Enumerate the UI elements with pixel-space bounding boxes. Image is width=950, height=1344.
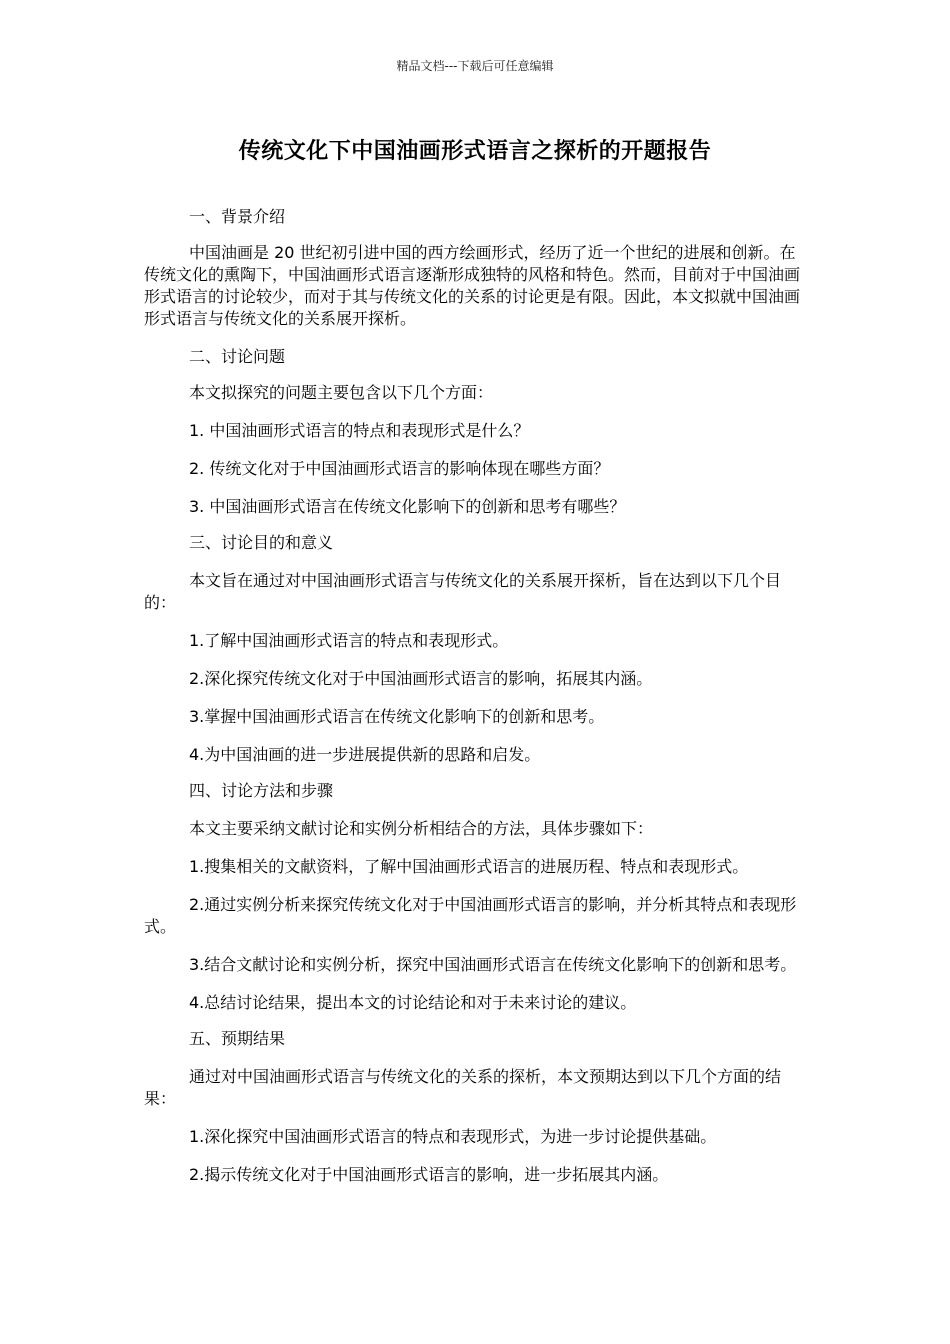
- section-heading-methods: 四、讨论方法和步骤: [189, 781, 334, 800]
- document-title: 传统文化下中国油画形式语言之探析的开题报告: [238, 139, 712, 164]
- purpose-intro: 本文旨在通过对中国油画形式语言与传统文化的关系展开探析，旨在达到以下几个目的：: [144, 571, 782, 612]
- result-item: 1.深化探究中国油画形式语言的特点和表现形式，为进一步讨论提供基础。: [189, 1127, 717, 1146]
- method-item: 3.结合文献讨论和实例分析，探究中国油画形式语言在传统文化影响下的创新和思考。: [189, 955, 797, 974]
- methods-intro: 本文主要采纳文献讨论和实例分析相结合的方法，具体步骤如下：: [189, 819, 654, 838]
- purpose-item: 1.了解中国油画形式语言的特点和表现形式。: [189, 631, 509, 650]
- result-item: 2.揭示传统文化对于中国油画形式语言的影响，进一步拓展其内涵。: [189, 1165, 669, 1184]
- purpose-item: 4.为中国油画的进一步进展提供新的思路和启发。: [189, 745, 541, 764]
- question-item: 3. 中国油画形式语言在传统文化影响下的创新和思考有哪些？: [189, 497, 626, 516]
- section-heading-purpose: 三、讨论目的和意义: [189, 533, 334, 552]
- question-item: 2. 传统文化对于中国油画形式语言的影响体现在哪些方面？: [189, 459, 610, 478]
- header-note: 精品文档---下载后可任意编辑: [396, 59, 554, 73]
- method-item: 4.总结讨论结果，提出本文的讨论结论和对于未来讨论的建议。: [189, 993, 637, 1012]
- document-body: [144, 206, 806, 1202]
- section-heading-questions: 二、讨论问题: [189, 347, 286, 366]
- method-item: 2.通过实例分析来探究传统文化对于中国油画形式语言的影响，并分析其特点和表现形式。: [144, 895, 797, 936]
- method-item: 1.搜集相关的文献资料，了解中国油画形式语言的进展历程、特点和表现形式。: [189, 857, 749, 876]
- section-heading-results: 五、预期结果: [189, 1029, 286, 1048]
- purpose-item: 2.深化探究传统文化对于中国油画形式语言的影响，拓展其内涵。: [189, 669, 653, 688]
- question-item: 1. 中国油画形式语言的特点和表现形式是什么？: [189, 421, 530, 440]
- section-heading-background: 一、背景介绍: [189, 207, 286, 226]
- results-intro: 通过对中国油画形式语言与传统文化的关系的探析，本文预期达到以下几个方面的结果：: [144, 1067, 782, 1108]
- background-paragraph: 中国油画是 20 世纪初引进中国的西方绘画形式，经历了近一个世纪的进展和创新。在传统文化的熏陶下，中国油画形式语言逐渐形成独特的风格和特色。然而，目前对于中国油画形式语言的讨论较少，而对于其与传统文化的关系的讨论更是有限。因此，本文拟就中国油画形式语言与传统文化的关系展开探析。: [144, 243, 801, 328]
- questions-intro: 本文拟探究的问题主要包含以下几个方面：: [189, 383, 494, 402]
- purpose-item: 3.掌握中国油画形式语言在传统文化影响下的创新和思考。: [189, 707, 605, 726]
